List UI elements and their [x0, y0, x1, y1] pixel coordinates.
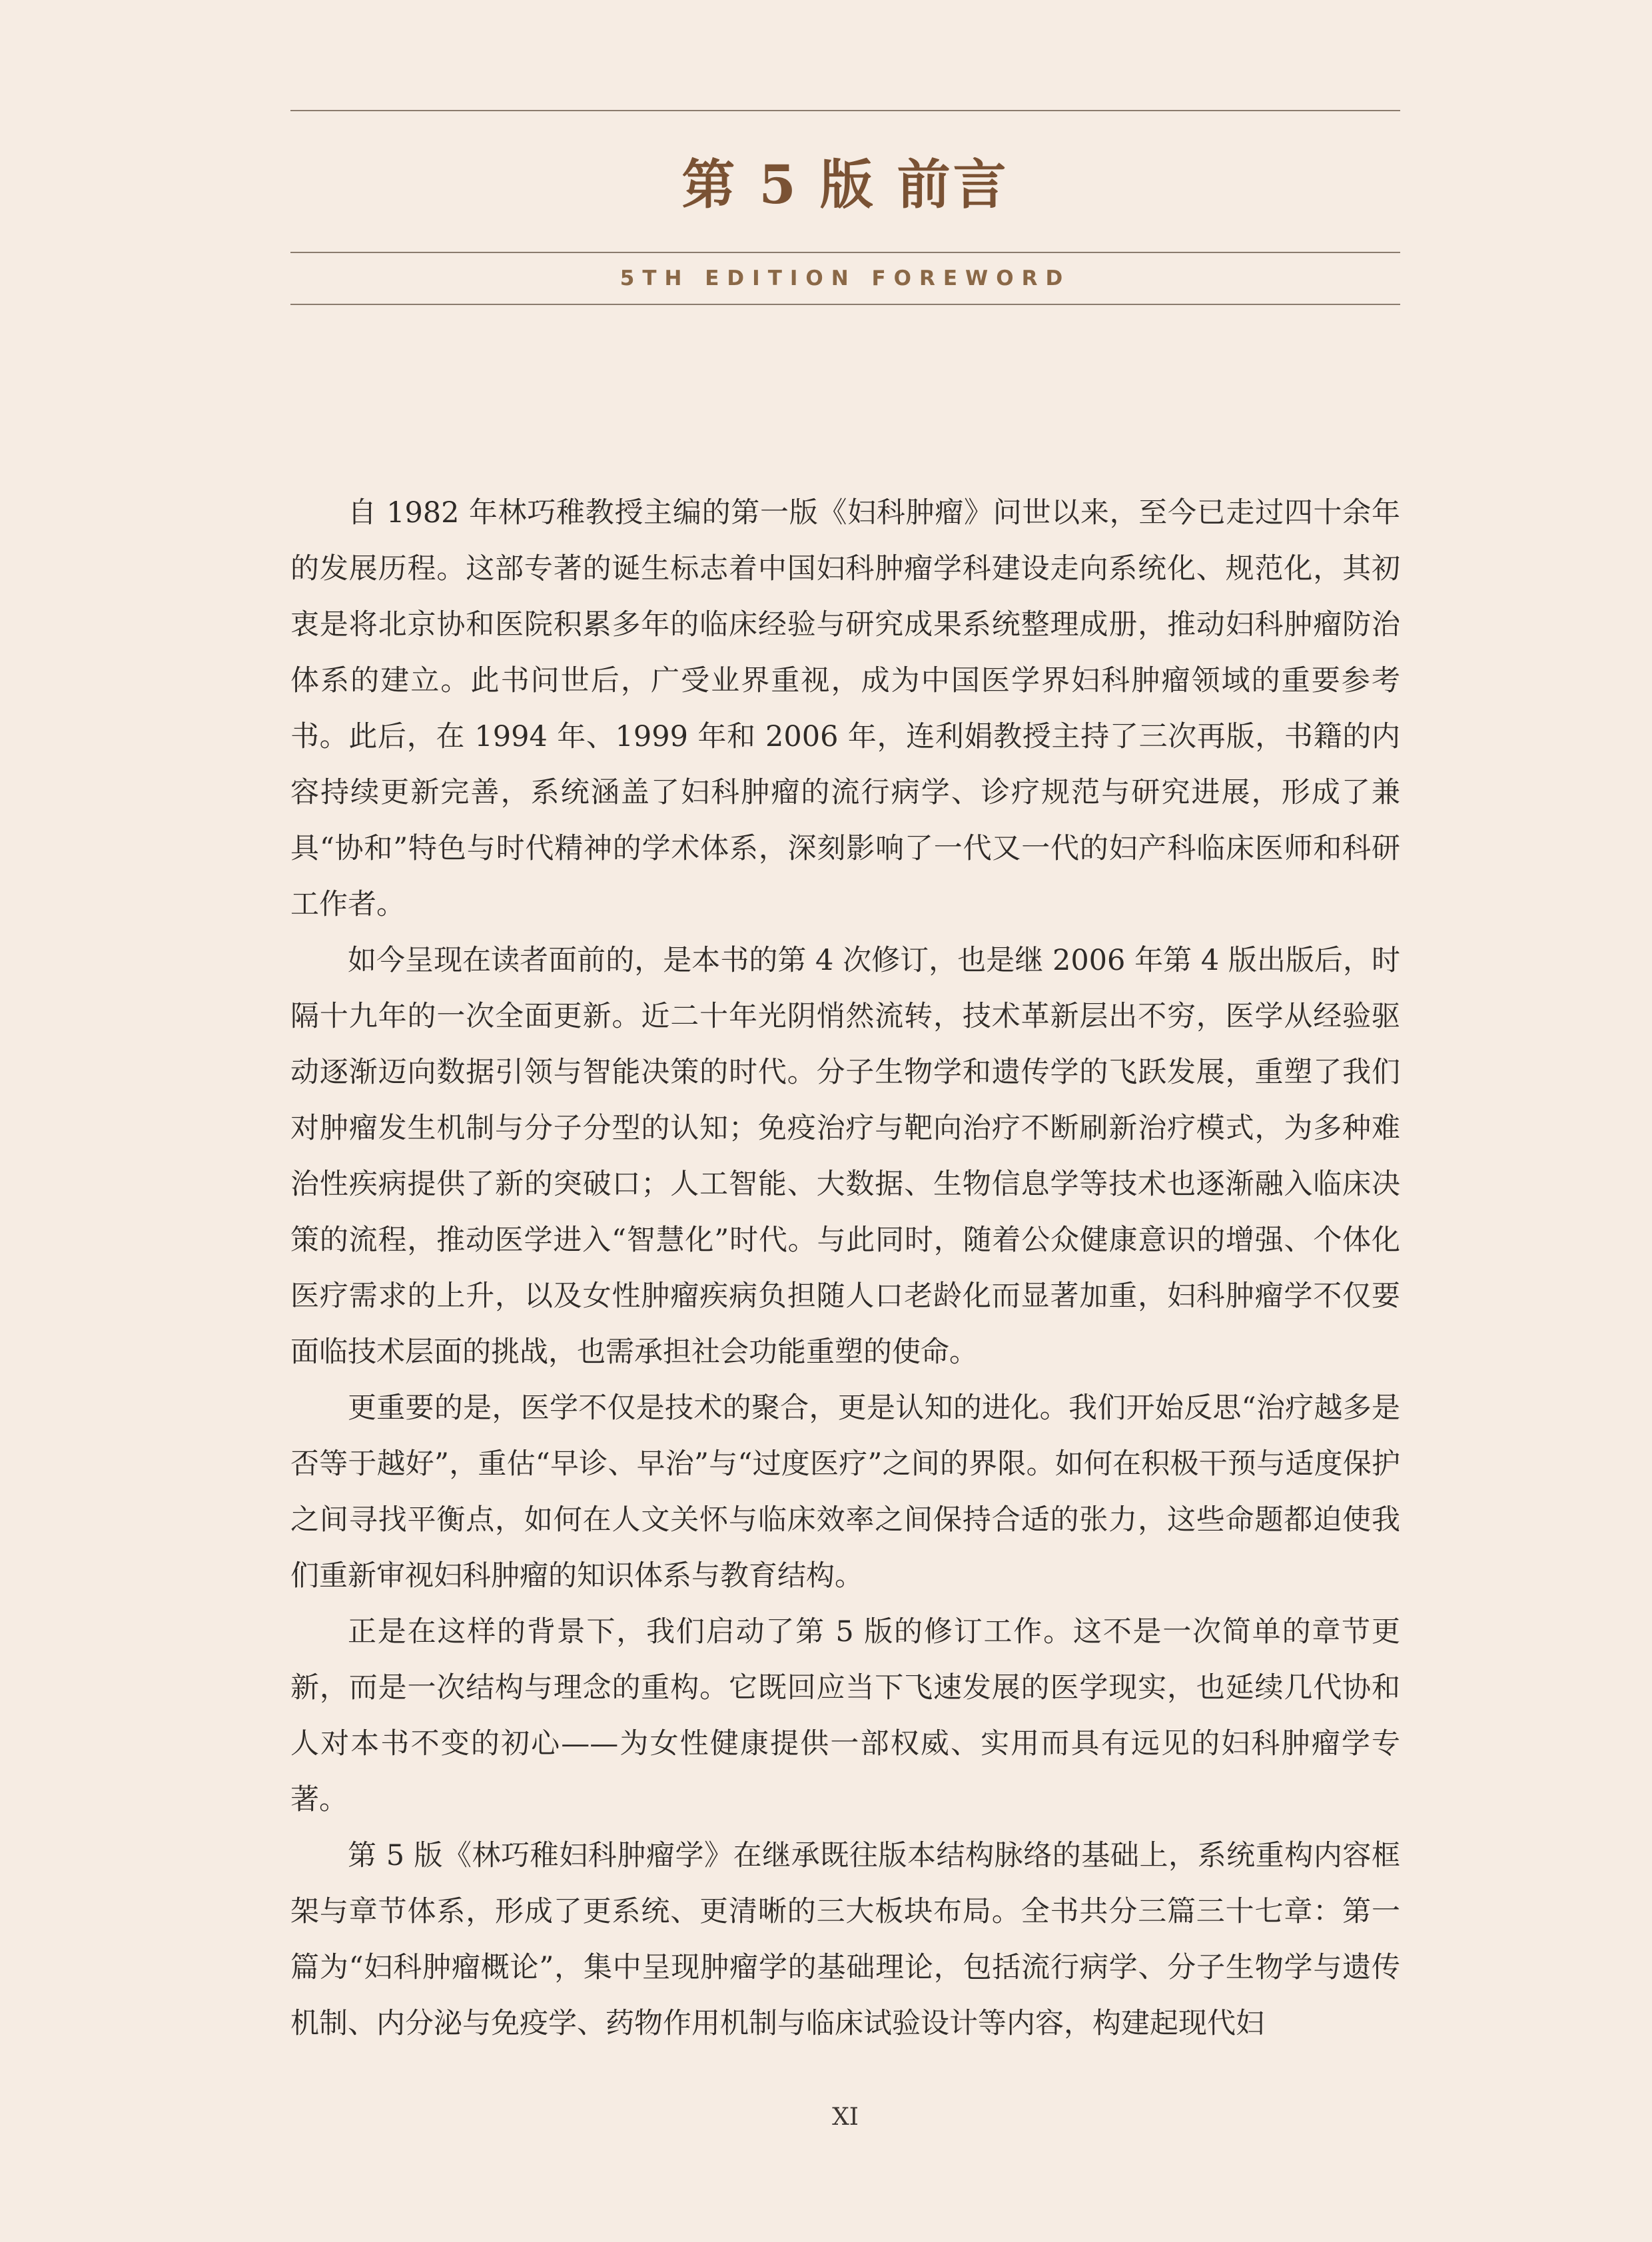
header-middle-rule: [290, 252, 1400, 253]
paragraph: 第 5 版《林巧稚妇科肿瘤学》在继承既往版本结构脉络的基础上，系统重构内容框架与章节体系，形成了更系统、更清晰的三大板块布局。全书共分三篇三十七章：第一篇为“妇科肿瘤概论”，集中呈现肿瘤学的基础理论，包括流行病学、分子生物学与遗传机制、内分泌与免疫学、药物作用机制与临床试验设计等内容，构建起现代妇: [290, 1839, 1400, 2040]
page-subtitle: 5TH EDITION FOREWORD: [620, 266, 1071, 290]
paragraph: 正是在这样的背景下，我们启动了第 5 版的修订工作。这不是一次简单的章节更新，而是一次结构与理念的重构。它既回应当下飞速发展的医学现实，也延续几代协和人对本书不变的初心——为女性健康提供一部权威、实用而具有远见的妇科肿瘤学专著。: [290, 1615, 1400, 1816]
paragraph: 如今呈现在读者面前的，是本书的第 4 次修订，也是继 2006 年第 4 版出版后，时隔十九年的一次全面更新。近二十年光阴悄然流转，技术革新层出不穷，医学从经验驱动逐渐迈向数据引领与智能决策的时代。分子生物学和遗传学的飞跃发展，重塑了我们对肿瘤发生机制与分子分型的认知；免疫治疗与靶向治疗不断刷新治疗模式，为多种难治性疾病提供了新的突破口；人工智能、大数据、生物信息学等技术也逐渐融入临床决策的流程，推动医学进入“智慧化”时代。与此同时，随着公众健康意识的增强、个体化医疗需求的上升，以及女性肿瘤疾病负担随人口老龄化而显著加重，妇科肿瘤学不仅要面临技术层面的挑战，也需承担社会功能重塑的使命。: [290, 944, 1400, 1369]
header-bottom-rule: [290, 304, 1400, 305]
paragraph: 更重要的是，医学不仅是技术的聚合，更是认知的进化。我们开始反思“治疗越多是否等于越好”，重估“早诊、早治”与“过度医疗”之间的界限。如何在积极干预与适度保护之间寻找平衡点，如何在人文关怀与临床效率之间保持合适的张力，这些命题都迫使我们重新审视妇科肿瘤的知识体系与教育结构。: [290, 1391, 1400, 1593]
paragraph: 自 1982 年林巧稚教授主编的第一版《妇科肿瘤》问世以来，至今已走过四十余年的发展历程。这部专著的诞生标志着中国妇科肿瘤学科建设走向系统化、规范化，其初衷是将北京协和医院积累多年的临床经验与研究成果系统整理成册，推动妇科肿瘤防治体系的建立。此书问世后，广受业界重视，成为中国医学界妇科肿瘤领域的重要参考书。此后，在 1994 年、1999 年和 2006 年，连利娟教授主持了三次再版，书籍的内容持续更新完善，系统涵盖了妇科肿瘤的流行病学、诊疗规范与研究进展，形成了兼具“协和”特色与时代精神的学术体系，深刻影响了一代又一代的妇产科临床医师和科研工作者。: [290, 496, 1400, 921]
foreword-body: [290, 485, 1400, 2052]
page-number: XI: [832, 2103, 859, 2131]
page-title: 第 5 版 前言: [681, 153, 1009, 216]
header-top-rule: [290, 110, 1400, 111]
